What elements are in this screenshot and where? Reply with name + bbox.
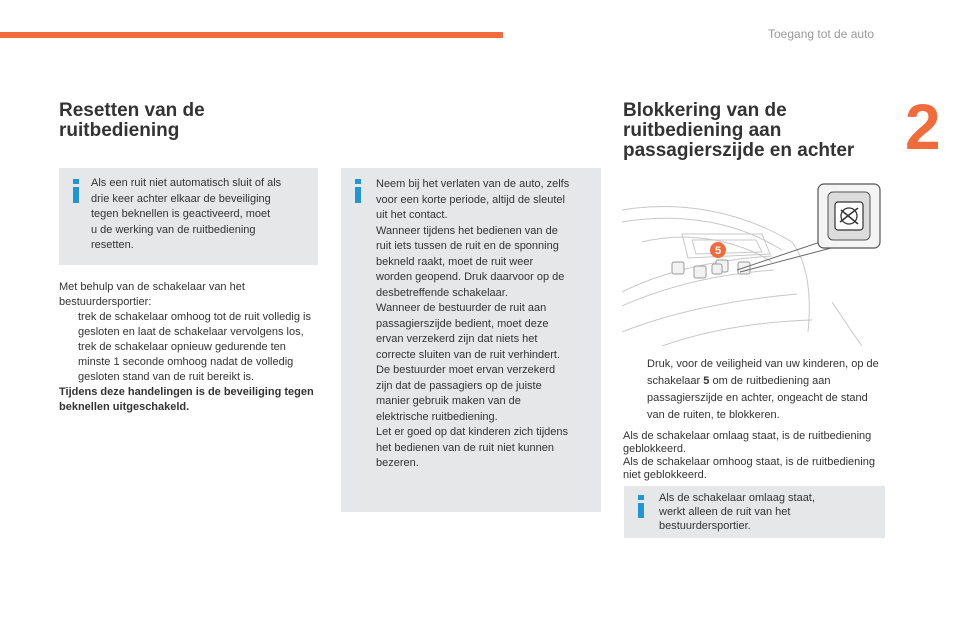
lock-heading-line3: passagierszijde en achter [623, 140, 855, 161]
lock-info-text: Als de schakelaar omlaag staat, werkt alleen de ruit van het bestuurdersportier. [659, 492, 815, 532]
bullet-text: trek de schakelaar opnieuw gedurende ten minste 1 seconde omhoog nadat de volledig gesloten stand van de ruit bereikt is. [78, 341, 294, 383]
lock-info-box [624, 486, 885, 538]
reset-info-box [59, 168, 318, 265]
bullet-icon [59, 340, 78, 385]
bullet-icon [59, 310, 78, 340]
reset-heading [59, 101, 319, 141]
lock-state-text [623, 430, 885, 482]
reset-warning: Tijdens deze handelingen is de beveiliging tegen beknellen uitgeschakeld. [59, 386, 314, 413]
safety-info-box [341, 168, 601, 512]
list-item [59, 310, 321, 340]
chapter-number: 2 [905, 91, 941, 163]
reset-info-text: Als een ruit niet automatisch sluit of als drie keer achter elkaar de beveiliging tegen beknellen is geactiveerd, moet u de werking van de ruitbediening resetten. [91, 177, 282, 251]
lock-bullet-pre: Druk, voor de veiligheid van uw kinderen, op de schakelaar [647, 358, 879, 387]
orange-header-bar [0, 32, 503, 38]
bullet-text: trek de schakelaar omhoog tot de ruit volledig is gesloten en laat de schakelaar vervolgens los, [78, 311, 311, 338]
lock-bullet-post: om de ruitbediening aan passagierszijde en achter, ongeacht de stand van de ruiten, te blokkeren. [647, 375, 868, 421]
lock-instruction [623, 356, 885, 424]
lock-state-up: Als de schakelaar omhoog staat, is de ruitbediening niet geblokkeerd. [623, 456, 875, 481]
bullet-icon [623, 356, 647, 424]
reset-instructions [59, 280, 321, 415]
lock-bullet-number: 5 [703, 375, 710, 387]
callout-5-label: 5 [714, 245, 722, 257]
reset-heading-line1: Resetten van de [59, 100, 205, 121]
lock-heading-line1: Blokkering van de [623, 100, 787, 121]
lock-heading-line2: ruitbediening aan [623, 120, 782, 141]
window-lock-switch-icon [818, 184, 880, 248]
section-title: Toegang tot de auto [768, 27, 875, 41]
reset-heading-line2: ruitbediening [59, 120, 180, 141]
safety-info-text: Neem bij het verlaten van de auto, zelfs voor een korte periode, altijd de sleutel uit het contact. Wanneer tijdens het bedienen van de ruit iets tussen de ruit en de sponning bekneld raakt, moet de ruit weer worden geopend. Druk daarvoor op de desbetreffende schakelaar. Wanneer de bestuurder de ruit aan passagierszijde bedient, moet deze ervan verzekerd zijn dat niets het correcte sluiten van de ruit verhindert. De bestuurder moet ervan verzekerd zijn dat de passagiers op de juiste manier gebruik maken van de elektrische ruitbediening. Let er goed op dat kinderen zich tijdens het bedienen van de ruit niet kunnen bezeren. [376, 178, 570, 469]
door-switch-illustration [622, 182, 886, 346]
reset-intro: Met behulp van de schakelaar van het bestuurdersportier: [59, 281, 245, 308]
list-item [623, 356, 885, 424]
bullet-text [647, 356, 885, 424]
lock-heading [623, 101, 893, 161]
lock-state-down: Als de schakelaar omlaag staat, is de ruitbediening geblokkeerd. [623, 430, 872, 455]
list-item [59, 340, 321, 385]
